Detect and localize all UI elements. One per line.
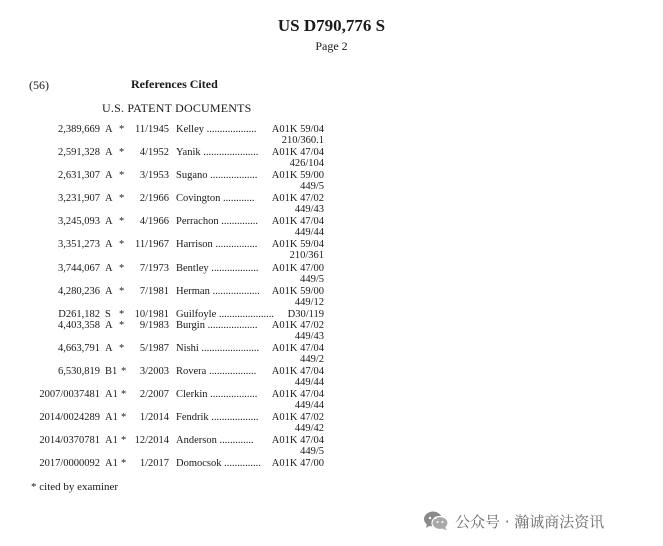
reference-inventor: Harrison — [176, 239, 213, 250]
reference-star: * — [119, 309, 125, 320]
reference-date: 2/2007 — [139, 389, 169, 400]
reference-classification: A01K 47/04 — [271, 435, 324, 446]
reference-kind: S — [105, 309, 111, 320]
reference-kind: A1 — [105, 458, 118, 469]
reference-classification-secondary: 449/5 — [300, 446, 324, 457]
reference-star: * — [121, 366, 127, 377]
page-number: Page 2 — [315, 39, 348, 53]
reference-row — [0, 239, 663, 263]
reference-star: * — [119, 170, 125, 181]
reference-classification: A01K 47/04 — [271, 389, 324, 400]
reference-classification: D30/119 — [287, 309, 324, 320]
reference-date: 3/1953 — [139, 170, 169, 181]
reference-star: * — [119, 343, 125, 354]
reference-name — [176, 366, 256, 377]
reference-classification-secondary: 449/42 — [294, 423, 324, 434]
reference-number: 3,744,067 — [58, 263, 100, 274]
reference-date: 5/1987 — [139, 343, 169, 354]
reference-star: * — [121, 435, 127, 446]
reference-number: 2014/0370781 — [39, 435, 100, 446]
reference-name — [176, 343, 259, 354]
reference-inventor: Bentley — [176, 263, 209, 274]
reference-kind: A1 — [105, 389, 118, 400]
reference-star: * — [119, 239, 125, 250]
reference-row — [0, 170, 663, 194]
reference-date: 3/2003 — [139, 366, 169, 377]
reference-star: * — [121, 458, 127, 469]
reference-date: 9/1983 — [139, 320, 169, 331]
reference-kind: A — [105, 216, 113, 227]
reference-kind: A — [105, 124, 113, 135]
reference-dots: .................. — [211, 412, 259, 423]
reference-classification: A01K 59/00 — [271, 170, 324, 181]
reference-number: 6,530,819 — [58, 366, 100, 377]
subsection-title: U.S. PATENT DOCUMENTS — [102, 101, 252, 115]
reference-row — [0, 320, 663, 344]
reference-dots: ............ — [222, 193, 255, 204]
reference-dots: ...................... — [201, 343, 260, 354]
reference-star: * — [119, 147, 125, 158]
reference-inventor: Nishi — [176, 343, 199, 354]
reference-kind: A — [105, 170, 113, 181]
reference-number: 2014/0024289 — [39, 412, 100, 423]
reference-star: * — [119, 286, 125, 297]
reference-row — [0, 366, 663, 390]
reference-inventor: Burgin — [176, 320, 205, 331]
reference-inventor: Kelley — [176, 124, 204, 135]
reference-number: 3,231,907 — [58, 193, 100, 204]
reference-row — [0, 124, 663, 148]
reference-classification-secondary: 210/360.1 — [281, 135, 324, 146]
reference-dots: ................ — [215, 239, 258, 250]
reference-classification: A01K 59/04 — [271, 124, 324, 135]
reference-inventor: Anderson — [176, 435, 217, 446]
reference-row — [0, 216, 663, 240]
reference-date: 12/2014 — [134, 435, 169, 446]
watermark — [423, 508, 604, 534]
reference-name — [176, 309, 274, 320]
reference-dots: .............. — [221, 216, 258, 227]
reference-number: 2,389,669 — [58, 124, 100, 135]
footnote: * cited by examiner — [31, 481, 119, 493]
reference-kind: A1 — [105, 412, 118, 423]
reference-name — [176, 412, 259, 423]
reference-classification-secondary: 449/44 — [294, 377, 324, 388]
reference-number: 2017/0000092 — [39, 458, 100, 469]
reference-date: 1/2017 — [139, 458, 169, 469]
reference-kind: A — [105, 286, 113, 297]
reference-number: 4,663,791 — [58, 343, 100, 354]
reference-classification: A01K 59/04 — [271, 239, 324, 250]
reference-inventor: Domocsok — [176, 458, 222, 469]
reference-name — [176, 147, 258, 158]
reference-classification: A01K 47/02 — [271, 412, 324, 423]
reference-name — [176, 124, 257, 135]
reference-kind: B1 — [105, 366, 118, 377]
reference-kind: A1 — [105, 435, 118, 446]
reference-dots: ................... — [206, 124, 257, 135]
reference-dots: .............. — [224, 458, 261, 469]
reference-classification-secondary: 210/361 — [289, 250, 324, 261]
reference-dots: .................. — [208, 366, 257, 377]
reference-dots: .................. — [212, 286, 260, 297]
reference-inventor: Fendrik — [176, 412, 209, 423]
reference-classification-secondary: 449/44 — [294, 227, 324, 238]
reference-number: 3,245,093 — [58, 216, 100, 227]
reference-row — [0, 389, 663, 413]
reference-star: * — [121, 412, 127, 423]
reference-row — [0, 286, 663, 310]
reference-dots: ................... — [207, 320, 258, 331]
reference-name — [176, 320, 257, 331]
reference-inventor: Herman — [176, 286, 210, 297]
reference-date: 7/1981 — [139, 286, 169, 297]
reference-row — [0, 147, 663, 171]
reference-kind: A — [105, 320, 113, 331]
reference-dots: .................. — [211, 263, 259, 274]
reference-row — [0, 193, 663, 217]
reference-classification: A01K 47/04 — [271, 147, 324, 158]
reference-number: D261,182 — [58, 309, 100, 320]
reference-star: * — [121, 389, 127, 400]
reference-classification-secondary: 449/5 — [300, 181, 324, 192]
reference-classification: A01K 47/04 — [271, 343, 324, 354]
reference-row — [0, 263, 663, 287]
wechat-icon — [423, 510, 449, 532]
reference-row — [0, 412, 663, 436]
reference-name — [176, 286, 260, 297]
reference-inventor: Perrachon — [176, 216, 219, 227]
reference-row — [0, 343, 663, 367]
reference-star: * — [119, 124, 125, 135]
reference-classification: A01K 47/00 — [271, 458, 324, 469]
reference-inventor: Sugano — [176, 170, 208, 181]
reference-name — [176, 263, 259, 274]
reference-kind: A — [105, 263, 113, 274]
reference-name — [176, 435, 254, 446]
reference-classification-secondary: 449/43 — [294, 331, 324, 342]
section-title: References Cited — [131, 77, 218, 91]
reference-date: 11/1945 — [134, 124, 169, 135]
reference-date: 1/2014 — [139, 412, 169, 423]
reference-date: 11/1967 — [134, 239, 169, 250]
reference-kind: A — [105, 239, 113, 250]
reference-kind: A — [105, 147, 113, 158]
reference-number: 4,403,358 — [58, 320, 100, 331]
reference-row — [0, 458, 663, 482]
reference-date: 4/1966 — [139, 216, 169, 227]
reference-classification-secondary: 426/104 — [289, 158, 324, 169]
watermark-text: 公众号 · 瀚诚商法资讯 — [455, 512, 605, 531]
reference-classification-secondary: 449/44 — [294, 400, 324, 411]
reference-star: * — [119, 193, 125, 204]
reference-classification-secondary: 449/12 — [294, 297, 324, 308]
reference-dots: .................. — [210, 170, 258, 181]
reference-classification-secondary: 449/2 — [300, 354, 324, 365]
reference-number: 3,351,273 — [58, 239, 100, 250]
reference-number: 2007/0037481 — [39, 389, 100, 400]
reference-number: 2,591,328 — [58, 147, 100, 158]
reference-dots: ............. — [219, 435, 254, 446]
reference-dots: ..................... — [218, 309, 274, 320]
reference-classification: A01K 47/02 — [271, 320, 324, 331]
reference-date: 10/1981 — [134, 309, 169, 320]
reference-dots: .................. — [210, 389, 258, 400]
section-number: (56) — [29, 78, 49, 92]
reference-classification-secondary: 449/43 — [294, 204, 324, 215]
reference-inventor: Yanik — [176, 147, 201, 158]
reference-date: 4/1952 — [139, 147, 169, 158]
reference-star: * — [119, 263, 125, 274]
reference-inventor: Guilfoyle — [176, 309, 217, 320]
reference-star: * — [119, 320, 125, 331]
reference-name — [176, 216, 258, 227]
reference-name — [176, 193, 254, 204]
reference-inventor: Clerkin — [176, 389, 208, 400]
reference-number: 2,631,307 — [58, 170, 100, 181]
reference-classification-secondary: 449/5 — [300, 274, 324, 285]
reference-number: 4,280,236 — [58, 286, 100, 297]
reference-classification: A01K 47/04 — [271, 216, 324, 227]
reference-date: 2/1966 — [139, 193, 169, 204]
reference-classification: A01K 47/04 — [271, 366, 324, 377]
reference-name — [176, 239, 257, 250]
reference-name — [176, 170, 257, 181]
reference-inventor: Rovera — [176, 366, 207, 377]
patent-number: US D790,776 S — [277, 16, 386, 35]
reference-name — [176, 389, 257, 400]
reference-star: * — [119, 216, 125, 227]
reference-kind: A — [105, 343, 113, 354]
reference-row — [0, 435, 663, 459]
reference-classification: A01K 47/00 — [271, 263, 324, 274]
reference-date: 7/1973 — [139, 263, 169, 274]
reference-inventor: Covington — [176, 193, 221, 204]
reference-dots: ..................... — [203, 147, 259, 158]
reference-name — [176, 458, 261, 469]
reference-kind: A — [105, 193, 113, 204]
reference-classification: A01K 59/00 — [271, 286, 324, 297]
reference-classification: A01K 47/02 — [271, 193, 324, 204]
